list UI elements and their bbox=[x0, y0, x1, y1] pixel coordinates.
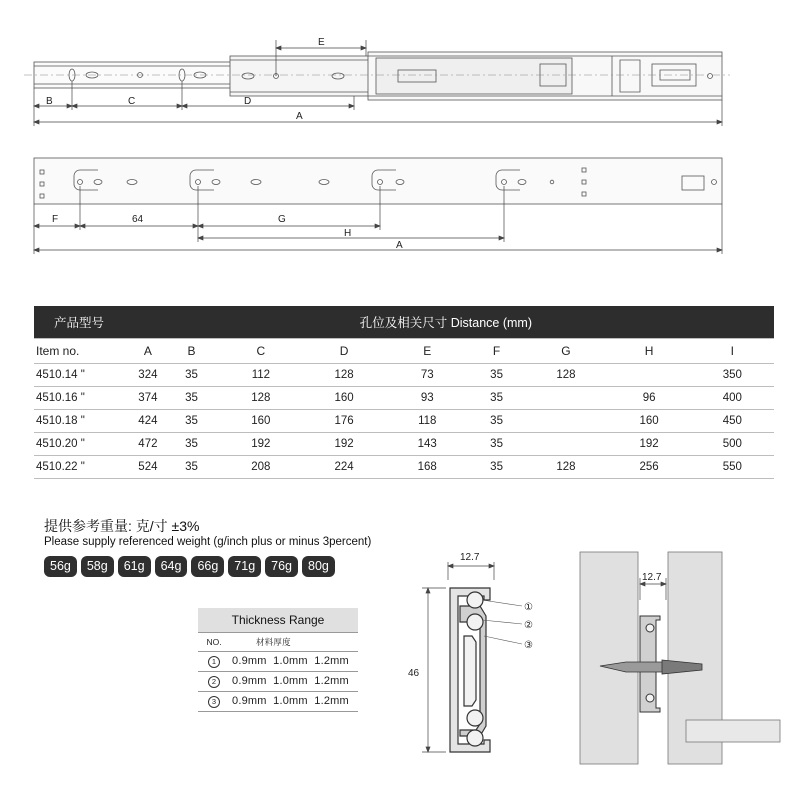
spec-table-columns bbox=[34, 339, 774, 364]
weight-badges bbox=[44, 556, 335, 577]
spec-table-body bbox=[34, 364, 774, 479]
spec-col-b: B bbox=[164, 339, 219, 364]
table-cell: 35 bbox=[469, 456, 524, 479]
install-width-label: 12.7 bbox=[642, 572, 662, 583]
table-cell: 524 bbox=[132, 456, 164, 479]
cross-section-height-label: 46 bbox=[408, 668, 420, 679]
table-cell: 128 bbox=[219, 387, 302, 410]
table-cell: 256 bbox=[608, 456, 691, 479]
table-cell: 35 bbox=[164, 410, 219, 433]
table-cell: 192 bbox=[219, 433, 302, 456]
dim-label-h: H bbox=[344, 228, 352, 239]
dim-label-a: A bbox=[296, 111, 303, 122]
table-cell: 472 bbox=[132, 433, 164, 456]
thickness-header bbox=[198, 633, 358, 652]
header-distance-label: 孔位及相关尺寸 Distance (mm) bbox=[164, 306, 774, 339]
weight-title-en: Please supply referenced weight (g/inch plus or minus 3percent) bbox=[44, 536, 372, 548]
weight-badge: 66g bbox=[191, 556, 224, 577]
table-cell: 35 bbox=[469, 433, 524, 456]
spec-col-h: H bbox=[608, 339, 691, 364]
thickness-row bbox=[198, 692, 358, 712]
table-cell: 128 bbox=[302, 364, 385, 387]
table-cell: 160 bbox=[219, 410, 302, 433]
dim-label-e: E bbox=[318, 37, 325, 48]
weight-badge: 80g bbox=[302, 556, 335, 577]
table-cell: 324 bbox=[132, 364, 164, 387]
table-cell: 4510.14 " bbox=[34, 364, 132, 387]
table-cell: 168 bbox=[386, 456, 469, 479]
table-cell bbox=[524, 410, 607, 433]
thickness-row-number: 1 bbox=[208, 656, 220, 668]
weight-badge: 58g bbox=[81, 556, 114, 577]
dim-label-a2: A bbox=[396, 240, 403, 251]
table-cell: 550 bbox=[691, 456, 774, 479]
weight-badge: 61g bbox=[118, 556, 151, 577]
thickness-row-no bbox=[198, 652, 230, 671]
cross-section-drawing bbox=[404, 540, 564, 770]
table-cell: 192 bbox=[302, 433, 385, 456]
table-cell bbox=[524, 433, 607, 456]
table-cell: 128 bbox=[524, 456, 607, 479]
table-cell: 4510.20 " bbox=[34, 433, 132, 456]
slide-side-view-drawing bbox=[0, 0, 800, 140]
table-cell: 35 bbox=[164, 364, 219, 387]
spec-col-g: G bbox=[524, 339, 607, 364]
dim-label-b: B bbox=[46, 96, 53, 107]
spec-col-c: C bbox=[219, 339, 302, 364]
table-cell bbox=[608, 364, 691, 387]
cross-section-width-label: 12.7 bbox=[460, 552, 480, 563]
table-cell: 143 bbox=[386, 433, 469, 456]
dim-label-g: G bbox=[278, 214, 286, 225]
table-cell: 4510.16 " bbox=[34, 387, 132, 410]
table-cell: 35 bbox=[164, 433, 219, 456]
thickness-col-no: NO. bbox=[206, 637, 222, 647]
weight-badge: 56g bbox=[44, 556, 77, 577]
table-cell: 450 bbox=[691, 410, 774, 433]
table-cell: 73 bbox=[386, 364, 469, 387]
table-cell: 96 bbox=[608, 387, 691, 410]
spec-col-f: F bbox=[469, 339, 524, 364]
spec-table-header bbox=[34, 306, 774, 339]
spec-col-i: I bbox=[691, 339, 774, 364]
thickness-title: Thickness Range bbox=[198, 608, 358, 633]
dim-label-64: 64 bbox=[132, 214, 144, 225]
table-cell: 160 bbox=[302, 387, 385, 410]
spec-col-e: E bbox=[386, 339, 469, 364]
table-cell: 93 bbox=[386, 387, 469, 410]
thickness-row-values: 0.9mm 1.0mm 1.2mm bbox=[232, 695, 349, 707]
table-cell: 4510.22 " bbox=[34, 456, 132, 479]
spec-col-a: A bbox=[132, 339, 164, 364]
header-item-label: 产品型号 bbox=[34, 306, 164, 339]
callout-3: ③ bbox=[524, 640, 533, 651]
dim-label-d: D bbox=[244, 96, 252, 107]
table-row bbox=[34, 387, 774, 410]
thickness-row-values: 0.9mm 1.0mm 1.2mm bbox=[232, 675, 349, 687]
thickness-col-material: 材料厚度 bbox=[256, 637, 291, 647]
callout-2: ② bbox=[524, 620, 533, 631]
spec-table bbox=[34, 306, 774, 479]
table-cell: 4510.18 " bbox=[34, 410, 132, 433]
installation-drawing bbox=[574, 540, 784, 770]
table-cell: 192 bbox=[608, 433, 691, 456]
rail-hole-pattern-drawing bbox=[0, 150, 800, 260]
thickness-row-no bbox=[198, 692, 230, 711]
thickness-table bbox=[198, 608, 358, 712]
table-cell: 160 bbox=[608, 410, 691, 433]
dim-label-f: F bbox=[52, 214, 59, 225]
table-row bbox=[34, 364, 774, 387]
weight-title-cn: 提供参考重量: 克/寸 ±3% bbox=[44, 518, 200, 534]
callout-1: ① bbox=[524, 602, 533, 613]
table-cell: 424 bbox=[132, 410, 164, 433]
spec-col-d: D bbox=[302, 339, 385, 364]
table-cell: 500 bbox=[691, 433, 774, 456]
table-cell: 35 bbox=[469, 387, 524, 410]
table-cell: 128 bbox=[524, 364, 607, 387]
table-row bbox=[34, 433, 774, 456]
table-cell: 176 bbox=[302, 410, 385, 433]
thickness-row bbox=[198, 652, 358, 672]
table-cell: 35 bbox=[164, 387, 219, 410]
weight-badge: 64g bbox=[155, 556, 188, 577]
table-row bbox=[34, 456, 774, 479]
spec-col-item-no: Item no. bbox=[34, 339, 132, 364]
weight-badge: 71g bbox=[228, 556, 261, 577]
thickness-row-no bbox=[198, 672, 230, 691]
dim-label-c: C bbox=[128, 96, 136, 107]
table-cell: 224 bbox=[302, 456, 385, 479]
table-cell: 112 bbox=[219, 364, 302, 387]
thickness-row-values: 0.9mm 1.0mm 1.2mm bbox=[232, 655, 349, 667]
table-cell: 35 bbox=[469, 364, 524, 387]
table-cell: 35 bbox=[469, 410, 524, 433]
thickness-row bbox=[198, 672, 358, 692]
weight-badge: 76g bbox=[265, 556, 298, 577]
table-cell: 118 bbox=[386, 410, 469, 433]
table-cell: 400 bbox=[691, 387, 774, 410]
thickness-row-number: 2 bbox=[208, 676, 220, 688]
table-row bbox=[34, 410, 774, 433]
table-cell: 350 bbox=[691, 364, 774, 387]
table-cell: 374 bbox=[132, 387, 164, 410]
thickness-row-number: 3 bbox=[208, 696, 220, 708]
table-cell: 208 bbox=[219, 456, 302, 479]
table-cell: 35 bbox=[164, 456, 219, 479]
table-cell bbox=[524, 387, 607, 410]
